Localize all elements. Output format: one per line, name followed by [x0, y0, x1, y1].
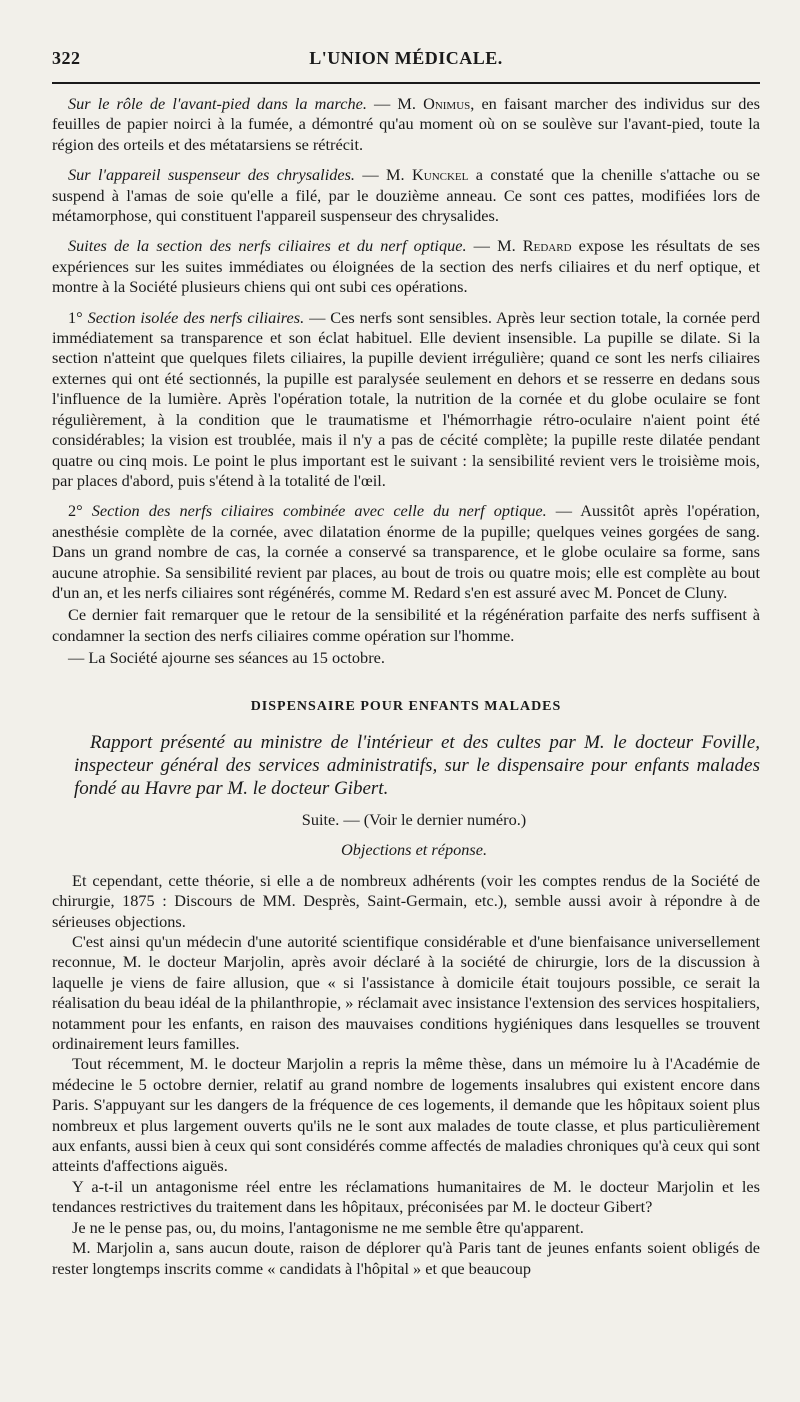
paragraph-section-2: 2° Section des nerfs ciliaires combinée avec celle du nerf optique. — Aussitôt après l'opération, anesthésie complète de la cornée, avec dilatation énorme de la pupille; quelques veines gorgées de sang. Dans un grand nombre de cas, la cornée a conservé sa transparence, et le globe oculaire sa forme, sans aucune atrophie. Sa sensibilité revient par places, au bout de trois ou quatre mois; elle est complète au bout d'un an, et les nerfs ciliaires sont régénérés, comme M. Redard s'en est assuré avec M. Poncet de Cluny. [52, 501, 760, 602]
text-column [52, 94, 760, 1279]
suite-note: Suite. — (Voir le dernier numéro.) [301, 809, 527, 829]
running-header [52, 44, 760, 74]
paragraph-section-1: 1° Section isolée des nerfs ciliaires. — Ces nerfs sont sensibles. Après leur section totale, la cornée perd immédiatement sa transparence et son éclat habituel. Elle devient insensible. La pupille se dilate. Si la section n'atteint que quelques filets ciliaires, la pupille devient irrégulière; quand ce sont les nerfs ciliaires externes qui ont été sectionnés, la pupille est paralysée seulement en dehors et se resserre en dedans sous l'influence de la lumière. Après l'opération totale, la nutrition de la cornée et du globe oculaire se font régulièrement, à la condition que le traumatisme et l'hémorrhagie rétro-oculaire n'aient point été considérables; la vision est troublée, mais il n'y a pas de cécité complète; la pupille reste dilatée pendant quatre ou cinq mois. Le point le plus important est le suivant : la sensibilité revient vers le troisième mois, par places d'abord, puis s'étend à la totalité de l'œil. [52, 307, 760, 490]
body-paragraph: Je ne le pense pas, ou, du moins, l'antagonisme ne me semble être qu'apparent. [72, 1217, 584, 1237]
body-paragraph: Y a-t-il un antagonisme réel entre les réclamations humanitaires de M. le docteur Marjolin et les tendances restrictives du traitement dans les hôpitaux, préconisées par M. le docteur Gibert? [52, 1176, 760, 1217]
body-paragraph: Et cependant, cette théorie, si elle a de nombreux adhérents (voir les comptes rendus de la Société de chirurgie, 1875 : Discours de MM. Desprès, Saint-Germain, etc.), semble aussi avoir à répondre à de sérieuses objections. [52, 870, 760, 931]
report-body [52, 871, 760, 1279]
paragraph-onimus: Sur le rôle de l'avant-pied dans la marche. — M. Onimus, en faisant marcher des individus sur des feuilles de papier noirci à la fumée, a démontré qu'au moment où on se soulève sur l'avant-pied, toute la région des orteils et des métatarsiens se rétrécit. [52, 94, 760, 154]
page-number: 322 [52, 48, 81, 68]
body-paragraph: C'est ainsi qu'un médecin d'une autorité scientifique considérable et d'une bienfaisance universellement reconnue, M. le docteur Marjolin, après avoir déclaré à la société de chirurgie, lors de la discussion à laquelle je viens de faire allusion, que « si l'assistance à domicile était toujours possible, ce serait la réalisation du beau idéal de la philanthropie, » réclamait avec insistance l'extension des services hospitaliers, notamment pour les enfants, en raison des mauvaises conditions hygiéniques dans lesquelles se trouvent ordinairement leurs familles. [52, 932, 760, 1054]
body-paragraph: M. Marjolin a, sans aucun doute, raison de déplorer qu'à Paris tant de jeunes enfants soient obligés de rester longtemps inscrits comme « candidats à l'hôpital » et que beaucoup [52, 1238, 760, 1278]
section-heading: DISPENSAIRE POUR ENFANTS MALADES [250, 698, 562, 714]
body-paragraph: Tout récemment, M. le docteur Marjolin a repris la même thèse, dans un mémoire lu à l'Académie de médecine le 5 octobre dernier, relatif au grand nombre de logements insalubres qui existent encore dans Paris. S'appuyant sur les dangers de la fréquence de ces logements, il demande que les hôpitaux soient plus nombreux et plus largement ouverts qu'ils ne le sont aux malades de toute classe, et plus particulièrement aux enfants, aussi bien à ceux qui sont considérés comme affectés de maladies chroniques qu'à ceux qui sont atteints d'affections aiguës. [52, 1054, 760, 1176]
paragraph-adjourn: — La Société ajourne ses séances au 15 octobre. [68, 648, 385, 668]
header-rule [52, 82, 760, 84]
paragraph-kunckel: Sur l'appareil suspenseur des chrysalides. — M. Kunckel a constaté que la chenille s'attache ou se suspend à l'amas de soie qu'elle a filé, par le douzième anneau. Ce sont ces pattes, modifiées lors de métamorphose, qui constituent l'appareil suspenseur des chrysalides. [52, 165, 760, 226]
paragraph-conclusion: Ce dernier fait remarquer que le retour de la sensibilité et la régénération parfaite des nerfs suffisent à condamner la section des nerfs ciliaires comme opération sur l'homme. [52, 605, 760, 645]
report-title: Rapport présenté au ministre de l'intérieur et des cultes par M. le docteur Foville, inspecteur général des services administratifs, sur le dispensaire pour enfants malades fondé au Havre par M. le docteur Gibert. [74, 731, 760, 799]
journal-title: L'UNION MÉDICALE. [309, 48, 503, 68]
paragraph-redard: Suites de la section des nerfs ciliaires et du nerf optique. — M. Redard expose les résultats de ses expériences sur les suites immédiates ou éloignées de la section des nerfs ciliaires et du nerf optique, et montre à la Société plusieurs chiens qui ont subi ces opérations. [52, 236, 761, 297]
subheading: Objections et réponse. [340, 840, 488, 860]
